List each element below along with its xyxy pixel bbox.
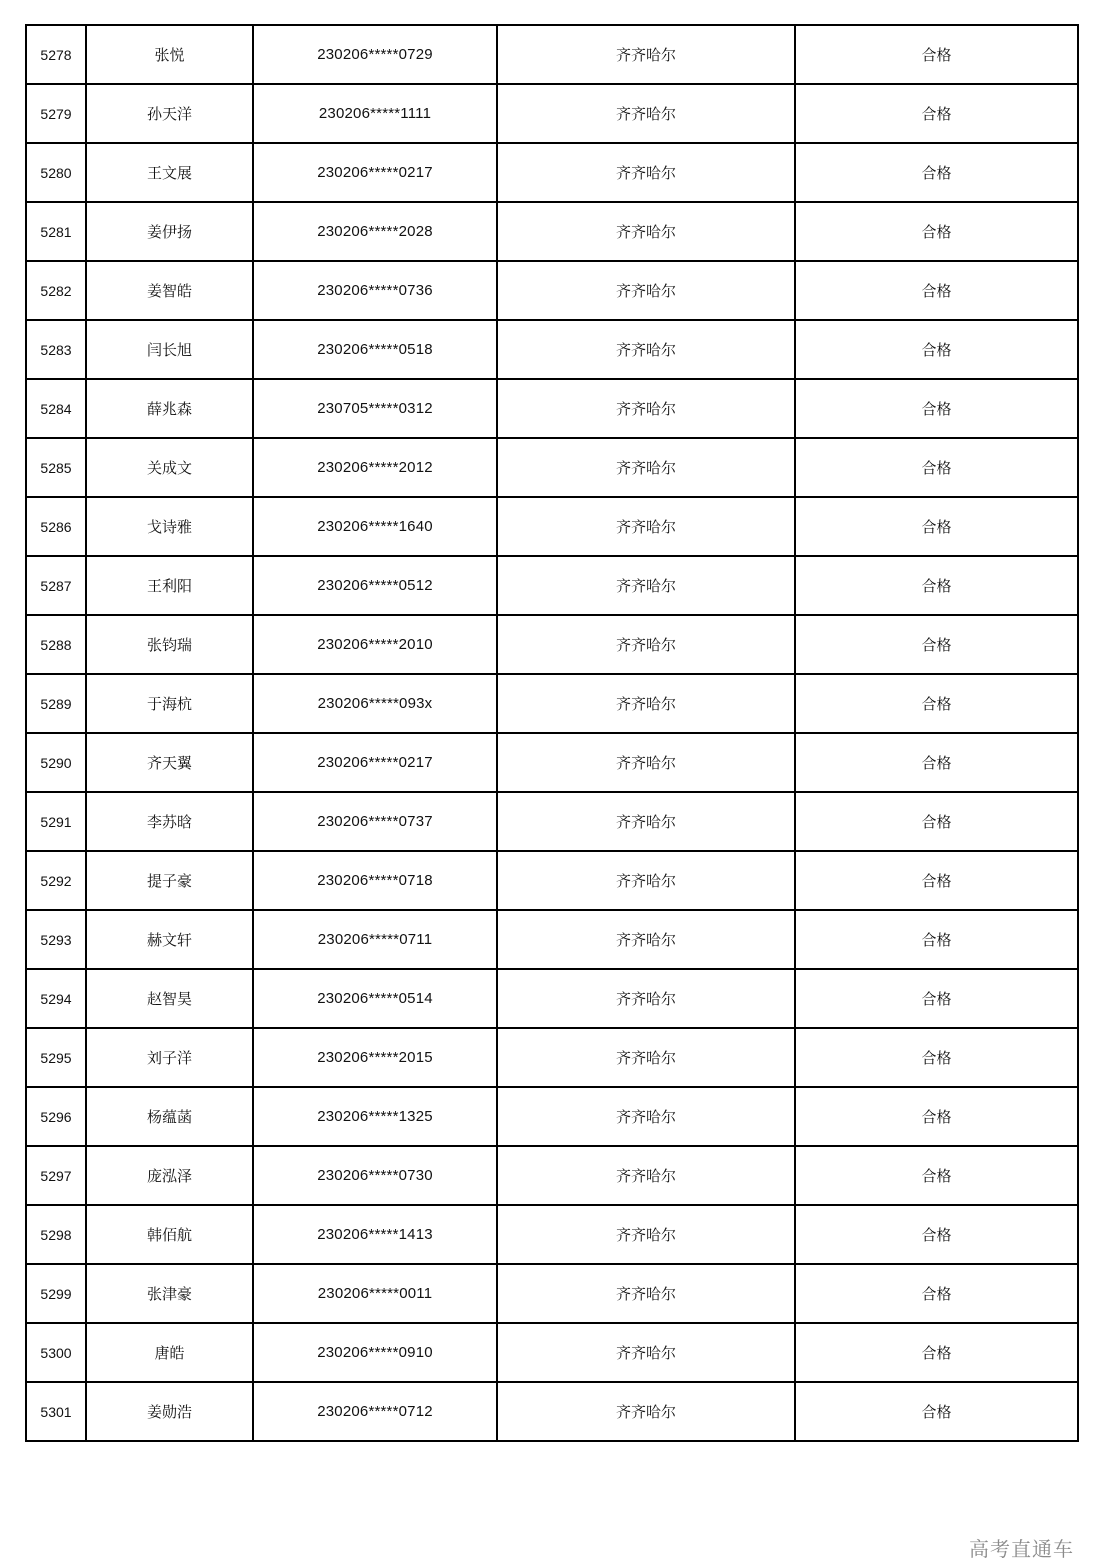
table-row (26, 143, 1078, 202)
result-status-cell: 合格 (795, 202, 1078, 261)
city-name-cell: 齐齐哈尔 (497, 320, 795, 379)
table-row (26, 202, 1078, 261)
row-number-cell: 5284 (26, 379, 86, 438)
city-name-cell: 齐齐哈尔 (497, 1205, 795, 1264)
watermark-text: 高考直通车 (969, 1537, 1074, 1561)
row-number-cell: 5280 (26, 143, 86, 202)
person-name-cell: 齐天翼 (86, 733, 253, 792)
row-number-cell: 5290 (26, 733, 86, 792)
city-name-cell: 齐齐哈尔 (497, 438, 795, 497)
table-row (26, 84, 1078, 143)
city-name-cell: 齐齐哈尔 (497, 1323, 795, 1382)
table-row (26, 1087, 1078, 1146)
table-row (26, 379, 1078, 438)
person-name-cell: 王利阳 (86, 556, 253, 615)
table-row (26, 1146, 1078, 1205)
row-number-cell: 5287 (26, 556, 86, 615)
person-name-cell: 提子豪 (86, 851, 253, 910)
result-status-cell: 合格 (795, 910, 1078, 969)
person-name-cell: 张悦 (86, 25, 253, 84)
id-number-cell: 230206*****0011 (253, 1264, 497, 1323)
result-status-cell: 合格 (795, 1028, 1078, 1087)
result-status-cell: 合格 (795, 1264, 1078, 1323)
row-number-cell: 5288 (26, 615, 86, 674)
result-status-cell: 合格 (795, 1323, 1078, 1382)
person-name-cell: 张津豪 (86, 1264, 253, 1323)
table-row (26, 851, 1078, 910)
result-status-cell: 合格 (795, 1205, 1078, 1264)
person-name-cell: 于海杭 (86, 674, 253, 733)
city-name-cell: 齐齐哈尔 (497, 969, 795, 1028)
city-name-cell: 齐齐哈尔 (497, 615, 795, 674)
table-row (26, 1323, 1078, 1382)
person-name-cell: 张钧瑞 (86, 615, 253, 674)
id-number-cell: 230206*****0910 (253, 1323, 497, 1382)
row-number-cell: 5286 (26, 497, 86, 556)
row-number-cell: 5298 (26, 1205, 86, 1264)
id-number-cell: 230206*****1325 (253, 1087, 497, 1146)
id-number-cell: 230206*****0718 (253, 851, 497, 910)
person-name-cell: 赫文轩 (86, 910, 253, 969)
person-name-cell: 王文展 (86, 143, 253, 202)
id-number-cell: 230206*****2012 (253, 438, 497, 497)
city-name-cell: 齐齐哈尔 (497, 1087, 795, 1146)
result-status-cell: 合格 (795, 851, 1078, 910)
person-name-cell: 薛兆森 (86, 379, 253, 438)
city-name-cell: 齐齐哈尔 (497, 202, 795, 261)
result-status-cell: 合格 (795, 615, 1078, 674)
table-row (26, 1382, 1078, 1441)
table-row (26, 320, 1078, 379)
id-number-cell: 230206*****1640 (253, 497, 497, 556)
city-name-cell: 齐齐哈尔 (497, 910, 795, 969)
id-number-cell: 230206*****0514 (253, 969, 497, 1028)
id-number-cell: 230206*****0737 (253, 792, 497, 851)
row-number-cell: 5301 (26, 1382, 86, 1441)
city-name-cell: 齐齐哈尔 (497, 792, 795, 851)
city-name-cell: 齐齐哈尔 (497, 261, 795, 320)
person-name-cell: 孙天洋 (86, 84, 253, 143)
table-row (26, 438, 1078, 497)
table-row (26, 615, 1078, 674)
result-status-cell: 合格 (795, 84, 1078, 143)
city-name-cell: 齐齐哈尔 (497, 84, 795, 143)
person-name-cell: 戈诗雅 (86, 497, 253, 556)
table-row (26, 1028, 1078, 1087)
id-number-cell: 230206*****2015 (253, 1028, 497, 1087)
table-row (26, 733, 1078, 792)
id-number-cell: 230705*****0312 (253, 379, 497, 438)
city-name-cell: 齐齐哈尔 (497, 143, 795, 202)
table-row (26, 497, 1078, 556)
person-name-cell: 姜勋浩 (86, 1382, 253, 1441)
person-name-cell: 闫长旭 (86, 320, 253, 379)
id-number-cell: 230206*****1413 (253, 1205, 497, 1264)
person-name-cell: 刘子洋 (86, 1028, 253, 1087)
row-number-cell: 5279 (26, 84, 86, 143)
roster-sheet (25, 24, 1077, 1442)
table-row (26, 1205, 1078, 1264)
result-status-cell: 合格 (795, 556, 1078, 615)
result-status-cell: 合格 (795, 438, 1078, 497)
person-name-cell: 赵智昊 (86, 969, 253, 1028)
table-row (26, 674, 1078, 733)
city-name-cell: 齐齐哈尔 (497, 1382, 795, 1441)
result-status-cell: 合格 (795, 792, 1078, 851)
table-row (26, 1264, 1078, 1323)
roster-table (25, 24, 1079, 1442)
table-row (26, 792, 1078, 851)
id-number-cell: 230206*****0730 (253, 1146, 497, 1205)
row-number-cell: 5299 (26, 1264, 86, 1323)
row-number-cell: 5282 (26, 261, 86, 320)
id-number-cell: 230206*****1111 (253, 84, 497, 143)
row-number-cell: 5281 (26, 202, 86, 261)
result-status-cell: 合格 (795, 379, 1078, 438)
person-name-cell: 姜伊扬 (86, 202, 253, 261)
result-status-cell: 合格 (795, 1382, 1078, 1441)
city-name-cell: 齐齐哈尔 (497, 1146, 795, 1205)
table-row (26, 556, 1078, 615)
table-row (26, 25, 1078, 84)
row-number-cell: 5278 (26, 25, 86, 84)
row-number-cell: 5285 (26, 438, 86, 497)
id-number-cell: 230206*****2010 (253, 615, 497, 674)
result-status-cell: 合格 (795, 143, 1078, 202)
city-name-cell: 齐齐哈尔 (497, 1028, 795, 1087)
row-number-cell: 5292 (26, 851, 86, 910)
table-row (26, 969, 1078, 1028)
city-name-cell: 齐齐哈尔 (497, 1264, 795, 1323)
city-name-cell: 齐齐哈尔 (497, 556, 795, 615)
person-name-cell: 唐皓 (86, 1323, 253, 1382)
result-status-cell: 合格 (795, 261, 1078, 320)
row-number-cell: 5297 (26, 1146, 86, 1205)
result-status-cell: 合格 (795, 320, 1078, 379)
id-number-cell: 230206*****0729 (253, 25, 497, 84)
person-name-cell: 关成文 (86, 438, 253, 497)
id-number-cell: 230206*****093x (253, 674, 497, 733)
table-row (26, 261, 1078, 320)
city-name-cell: 齐齐哈尔 (497, 674, 795, 733)
id-number-cell: 230206*****0217 (253, 733, 497, 792)
id-number-cell: 230206*****0518 (253, 320, 497, 379)
result-status-cell: 合格 (795, 497, 1078, 556)
id-number-cell: 230206*****0736 (253, 261, 497, 320)
person-name-cell: 杨蕴菡 (86, 1087, 253, 1146)
id-number-cell: 230206*****0711 (253, 910, 497, 969)
result-status-cell: 合格 (795, 25, 1078, 84)
result-status-cell: 合格 (795, 1146, 1078, 1205)
city-name-cell: 齐齐哈尔 (497, 379, 795, 438)
city-name-cell: 齐齐哈尔 (497, 851, 795, 910)
row-number-cell: 5295 (26, 1028, 86, 1087)
roster-table-body (26, 25, 1078, 1441)
row-number-cell: 5293 (26, 910, 86, 969)
person-name-cell: 韩佰航 (86, 1205, 253, 1264)
city-name-cell: 齐齐哈尔 (497, 25, 795, 84)
row-number-cell: 5300 (26, 1323, 86, 1382)
result-status-cell: 合格 (795, 733, 1078, 792)
id-number-cell: 230206*****2028 (253, 202, 497, 261)
result-status-cell: 合格 (795, 674, 1078, 733)
result-status-cell: 合格 (795, 969, 1078, 1028)
row-number-cell: 5294 (26, 969, 86, 1028)
person-name-cell: 姜智皓 (86, 261, 253, 320)
person-name-cell: 李苏晗 (86, 792, 253, 851)
row-number-cell: 5291 (26, 792, 86, 851)
table-row (26, 910, 1078, 969)
id-number-cell: 230206*****0512 (253, 556, 497, 615)
city-name-cell: 齐齐哈尔 (497, 733, 795, 792)
row-number-cell: 5289 (26, 674, 86, 733)
city-name-cell: 齐齐哈尔 (497, 497, 795, 556)
row-number-cell: 5296 (26, 1087, 86, 1146)
id-number-cell: 230206*****0712 (253, 1382, 497, 1441)
result-status-cell: 合格 (795, 1087, 1078, 1146)
person-name-cell: 庞泓泽 (86, 1146, 253, 1205)
row-number-cell: 5283 (26, 320, 86, 379)
id-number-cell: 230206*****0217 (253, 143, 497, 202)
